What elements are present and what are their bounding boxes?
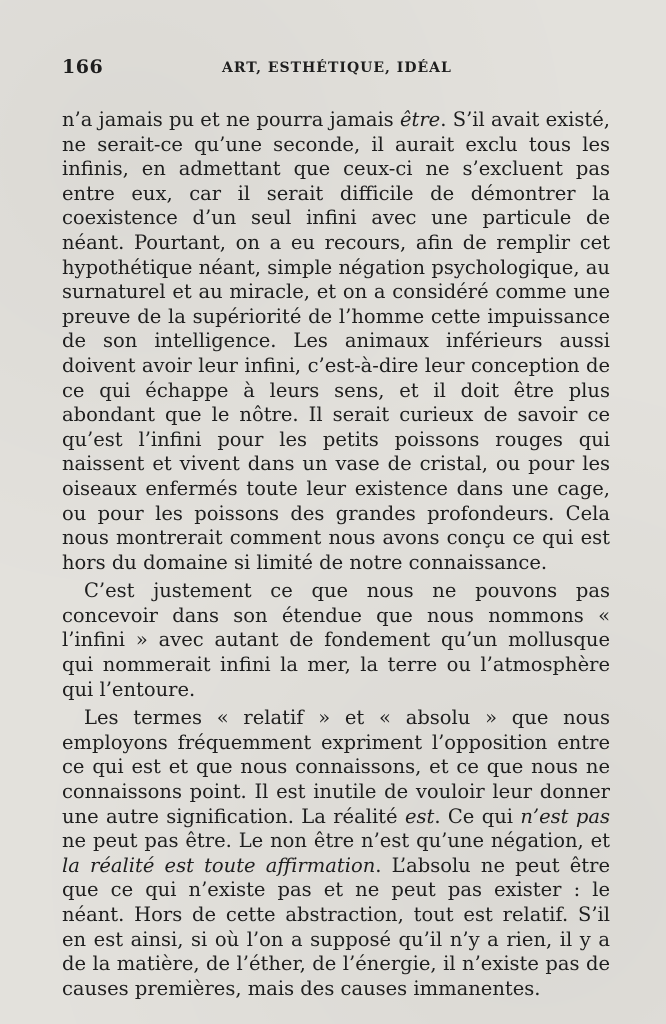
italic-text: la réalité est toute affirmation xyxy=(62,853,376,877)
page-header xyxy=(62,56,610,80)
italic-text: être xyxy=(399,108,441,131)
italic-text: est xyxy=(404,804,435,828)
text-run: . L’absolu ne peut être que ce qui n’existe pas et ne peut pas exister : le néant. Hors de cette abstraction, tout est relatif. S’il en est ainsi, si où l’on a supposé qu’il n’y a rien, il y a de la matière, de l’éther, de l’énergie, il n’existe pas de causes premières, mais des causes immanentes. xyxy=(62,853,610,1000)
paragraph xyxy=(62,579,610,702)
text-run: n’a jamais pu et ne pourra jamais xyxy=(62,108,400,131)
paragraph xyxy=(62,108,610,575)
page-number: 166 xyxy=(62,56,104,78)
body-text xyxy=(62,108,610,1001)
running-head: ART, ESTHÉTIQUE, IDÉAL xyxy=(222,60,452,76)
paragraph xyxy=(62,706,610,1001)
text-run: C’est justement ce que nous ne pouvons pas concevoir dans son étendue que nous nommons « l’infini » avec autant de fondement qu’un mollusque qui nommerait infini la mer, la terre ou l’atmosphère qui l’entoure. xyxy=(62,579,610,701)
text-run: . S’il avait existé, ne serait-ce qu’une seconde, il aurait exclu tous les infinis, en admettant que ceux-ci ne s’excluent pas entre eux, car il serait difficile de démontrer la coexistence d’un seul infini avec une particule de néant. Pourtant, on a eu recours, afin de remplir cet hypothétique néant, simple négation psychologique, au surnaturel et au miracle, et on a considéré comme une preuve de la supériorité de l’homme cette impuissance de son intelligence. Les animaux inférieurs aussi doivent avoir leur infini, c’est-à-dire leur conception de ce qui échappe à leurs sens, et il doit être plus abondant que le nôtre. Il serait curieux de savoir ce qu’est l’infini pour les petits poissons rouges qui naissent et vivent dans un vase de cristal, ou pour les oiseaux enfermés toute leur existence dans une cage, ou pour les poissons des grandes profondeurs. Cela nous montrerait comment nous avons conçu ce qui est hors du domaine si limité de notre connaissance. xyxy=(62,108,610,574)
italic-text: n’est pas xyxy=(520,804,610,828)
text-run: Les termes « relatif » et « absolu » que nous employons fréquemment expriment l’opposition entre ce qui est et que nous connaissons, et ce que nous ne connaissons point. Il est inutile de vouloir leur donner une autre signification. La réalité xyxy=(62,706,610,828)
text-run: ne peut pas être. Le non être n’est qu’une négation, et xyxy=(62,829,610,853)
text-run: . Ce qui xyxy=(434,804,521,828)
